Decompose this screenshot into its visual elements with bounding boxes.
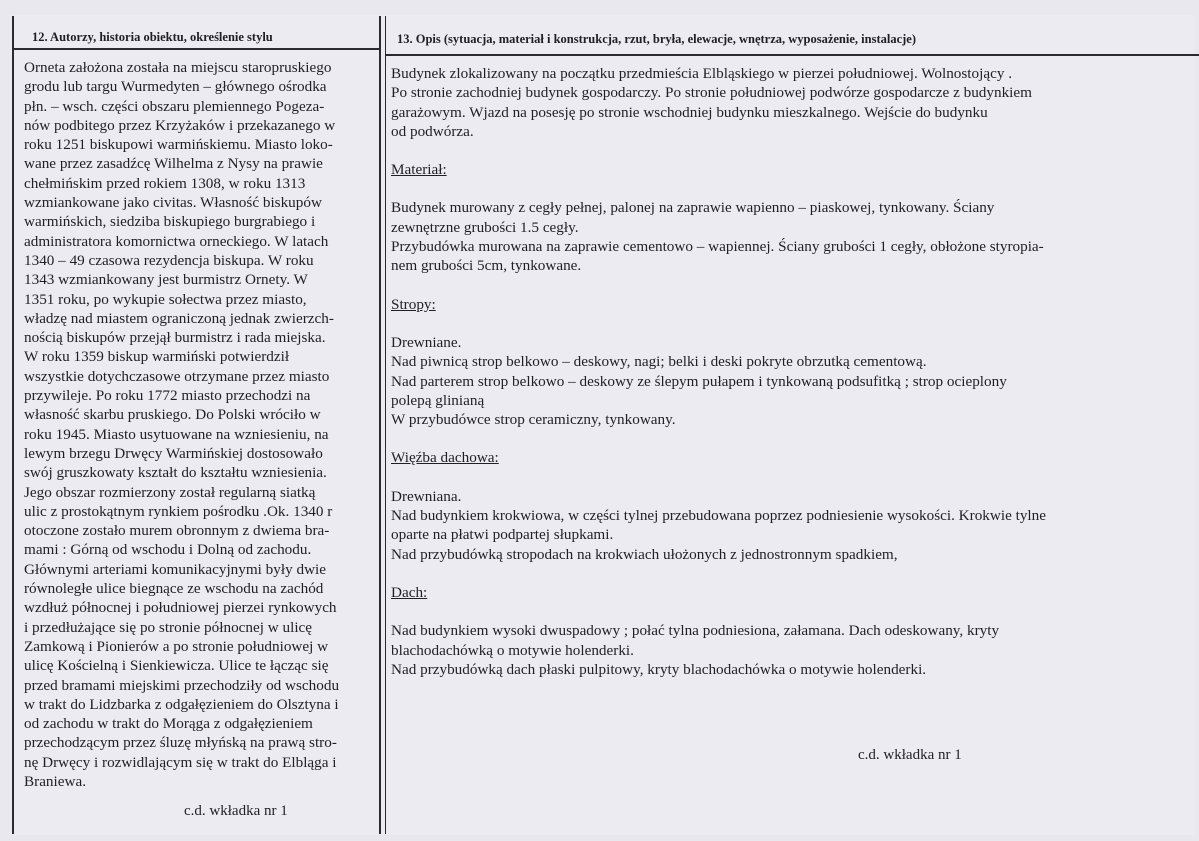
- history-line: nów podbitego przez Krzyżaków i przekazanego w: [24, 116, 336, 134]
- stropy-line: Nad piwnicą strop belkowo – deskowy, nagi; belki i deski pokryte obrzutką cementową.: [391, 353, 927, 371]
- history-line: wane przez zasadźcę Wilhelma z Nysy na prawie: [24, 155, 323, 173]
- history-line: roku 1251 biskupowi warmińskiemu. Miasto loko-: [24, 136, 333, 154]
- stropy-line: polepą glinianą: [391, 391, 485, 409]
- history-line: 1351 roku, po wykupie sołectwa przez miasto,: [24, 290, 307, 308]
- history-line: wzmiankowane jako civitas. Własność biskupów: [24, 194, 322, 212]
- wiezba-heading: Więźba dachowa:: [391, 449, 499, 467]
- history-line: 1343 wzmiankowany jest burmistrz Ornety. W: [24, 271, 308, 289]
- history-line: wzdłuż północnej i południowej pierzei rynkowych: [24, 599, 337, 617]
- history-line: i przedłużające się po stronie północnej w ulicę: [24, 618, 313, 636]
- history-line: roku 1945. Miasto usytuowane na wzniesieniu, na: [24, 425, 329, 443]
- history-line: administratora komornictwa orneckiego. W latach: [24, 232, 329, 250]
- material-heading: Materiał:: [391, 161, 447, 179]
- history-line: 1340 – 49 czasowa rezydencja biskupa. W roku: [24, 251, 314, 269]
- history-line: władzę nad miastem ograniczoną jednak zwierzch-: [24, 309, 334, 327]
- history-line: Braniewa.: [24, 772, 86, 790]
- right-heading: 13. Opis (sytuacja, materiał i konstrukcja, rzut, bryła, elewacje, wnętrza, wyposażenie, instalacje): [397, 32, 917, 46]
- history-line: Jego obszar rozmierzony został regularną siatką: [24, 483, 316, 501]
- history-line: nę Drwęcy i rozwidlającym się w trakt do Elbląga i: [24, 753, 337, 771]
- intro-line: Budynek zlokalizowany na początku przedmieścia Elbląskiego w pierzei południowej. Wolnostojący .: [391, 65, 1013, 82]
- dach-line: Nad przybudówką dach płaski pulpitowy, kryty blachodachówka o motywie holenderki.: [391, 660, 927, 678]
- history-line: chełmińskim przed rokiem 1308, w roku 1313: [24, 174, 306, 192]
- history-line: Orneta założona została na miejscu staropruskiego: [24, 59, 332, 76]
- history-line: przechodzącym przez śluzę młyńską na prawą stro-: [24, 734, 337, 752]
- intro-line: od podwórza.: [391, 122, 474, 140]
- history-line: w trakt do Lidzbarka z odgałęzieniem do Olsztyna i: [24, 695, 339, 713]
- intro-line: Po stronie zachodniej budynek gospodarczy. Po stronie południowej podwórze gospodarcze z budynkiem: [391, 84, 1032, 102]
- column-divider: [379, 16, 381, 834]
- left-continuation-note: c.d. wkładka nr 1: [184, 803, 288, 819]
- history-line: płn. – wsch. części obszaru plemiennego Pogeza-: [24, 97, 325, 115]
- material-line: Budynek murowany z cegły pełnej, palonej na zaprawie wapienno – piaskowej, tynkowany. Ściany: [391, 199, 995, 217]
- dach-heading: Dach:: [391, 583, 428, 601]
- material-line: nem grubości 5cm, tynkowane.: [391, 257, 582, 275]
- history-line: równoległe ulice biegnące ze wschodu na zachód: [24, 580, 324, 598]
- material-line: Przybudówka murowana na zaprawie cementowo – wapiennej. Ściany grubości 1 cegły, obłożone styropia-: [391, 238, 1044, 256]
- history-text: [24, 58, 378, 791]
- history-line: Zamkową i Pionierów a po stronie południowej w: [24, 637, 329, 655]
- history-line: Głównymi arteriami komunikacyjnymi były dwie: [24, 560, 327, 578]
- history-line: nością biskupów przejął burmistrz i rada miejska.: [24, 329, 326, 347]
- history-line: przywileje. Po roku 1772 miasto przechodzi na: [24, 387, 311, 405]
- left-heading: 12. Autorzy, historia obiektu, określenie stylu: [32, 30, 273, 44]
- header-rule-left: [12, 48, 380, 50]
- history-line: otoczone zostało murem obronnym z dwiema bra-: [24, 522, 330, 540]
- history-line: ulicę Kościelną i Sienkiewicza. Ulice te łącząc się: [24, 657, 329, 675]
- wiezba-line: oparte na płatwi podpartej słupkami.: [391, 526, 614, 544]
- left-border: [12, 16, 14, 834]
- wiezba-line: Nad budynkiem krokwiowa, w części tylnej przebudowana poprzez podniesienie wysokości. Krokwie tylne: [391, 507, 1046, 525]
- wiezba-line: Nad przybudówką stropodach na krokwiach ułożonych z jednostronnym spadkiem,: [391, 545, 898, 563]
- history-line: wszystkie dotychczasowe otrzymane przez miasto: [24, 367, 330, 385]
- header-rule-right: [386, 54, 1199, 56]
- history-line: grodu lub targu Wurmedyten – głównego ośrodka: [24, 78, 327, 96]
- history-line: warmińskich, siedziba biskupiego burgrabiego i: [24, 213, 316, 231]
- stropy-line: W przybudówce strop ceramiczny, tynkowany.: [391, 411, 676, 429]
- history-line: przed bramami miejskimi przechodziły od wschodu: [24, 676, 340, 694]
- dach-line: Nad budynkiem wysoki dwuspadowy ; połać tylna podniesiona, załamana. Dach odeskowany, kryty: [391, 622, 1000, 640]
- history-line: lewym brzegu Drwęcy Warmińskiej dostosowało: [24, 444, 323, 462]
- description-text: [391, 64, 1181, 679]
- stropy-line: Nad parterem strop belkowo – deskowy ze ślepym pułapem i tynkowaną podsufitką ; strop ocieplony: [391, 372, 1007, 390]
- wiezba-line: Drewniana.: [391, 487, 462, 505]
- material-line: zewnętrzne grubości 1.5 cegły.: [391, 218, 579, 236]
- history-line: od zachodu w trakt do Morąga z odgałęzieniem: [24, 715, 313, 733]
- right-continuation-note: c.d. wkładka nr 1: [858, 747, 962, 763]
- column-divider-inner: [385, 16, 386, 834]
- history-line: mami : Górną od wschodu i Dolną od zachodu.: [24, 541, 312, 559]
- stropy-heading: Stropy:: [391, 295, 436, 313]
- history-line: własność skarbu pruskiego. Do Polski wróciło w: [24, 406, 321, 424]
- stropy-line: Drewniane.: [391, 333, 462, 351]
- history-line: W roku 1359 biskup warmiński potwierdził: [24, 348, 290, 366]
- history-line: ulic z prostokątnym rynkiem pośrodku .Ok. 1340 r: [24, 502, 333, 520]
- history-line: swój gruszkowaty kształt do kształtu wzniesienia.: [24, 464, 327, 482]
- dach-line: blachodachówką o motywie holenderki.: [391, 641, 634, 659]
- intro-line: garażowym. Wjazd na posesję po stronie wschodniej budynku mieszkalnego. Wejście do budynku: [391, 103, 988, 121]
